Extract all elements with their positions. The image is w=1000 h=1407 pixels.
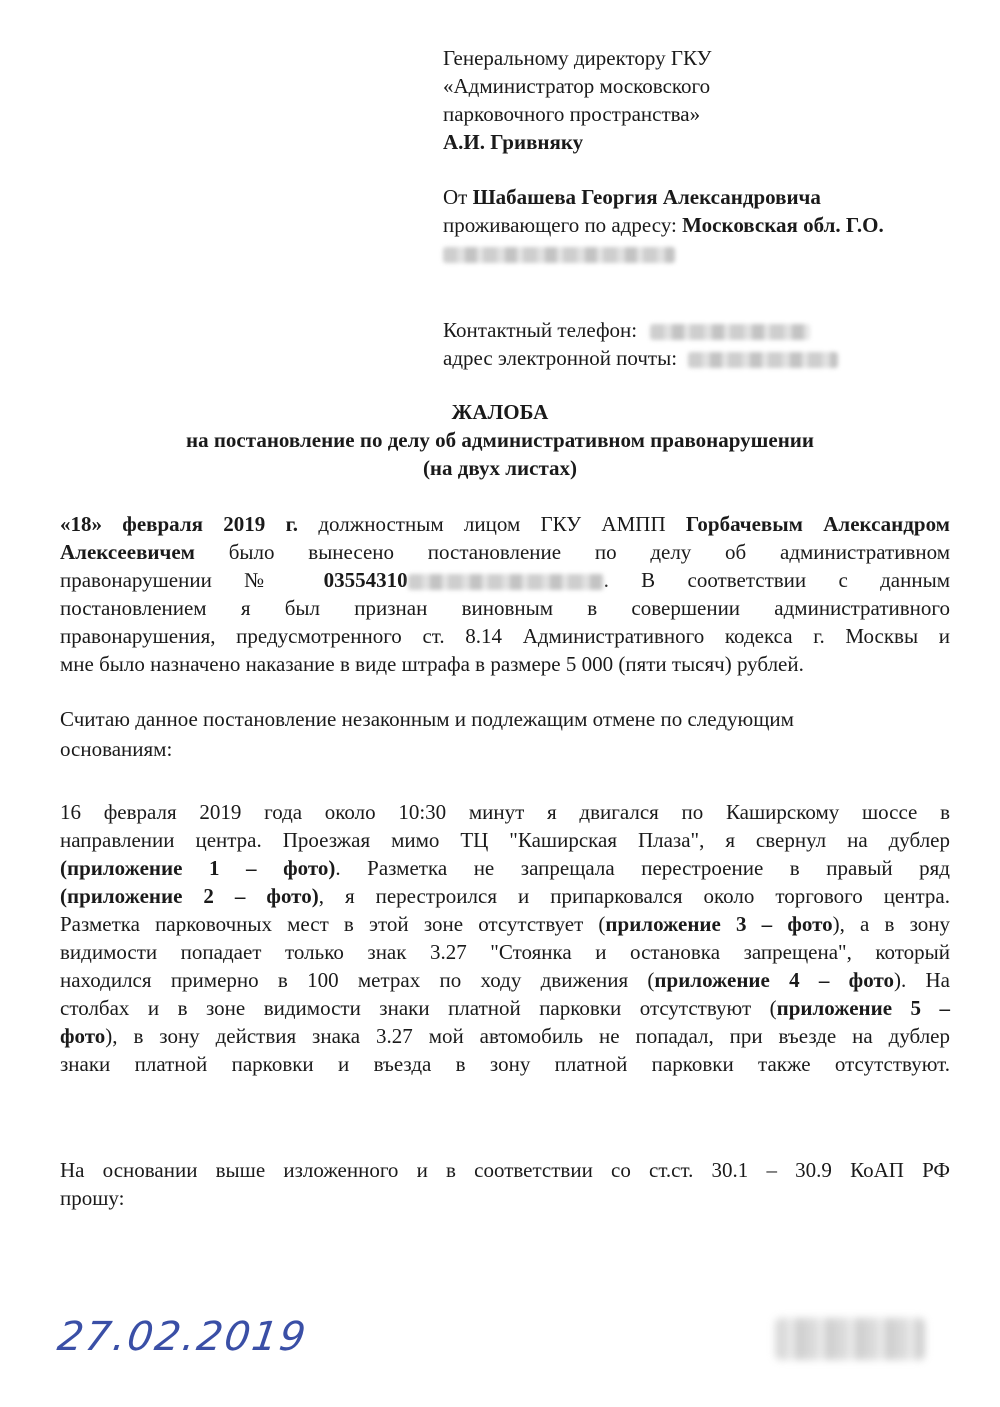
p3-line-5b: ), а в зону: [832, 912, 950, 936]
addressee-block: [443, 44, 884, 372]
p2-line-2: основаниям:: [60, 737, 173, 761]
handwritten-date: 27.02.2019: [54, 1314, 311, 1360]
p3-line-9: ), в зону действия знака 3.27 мой автомобиль не попадал, при въезде на дублер: [105, 1024, 950, 1048]
p1-text-2: было вынесено постановление по делу об административном: [228, 540, 950, 564]
paragraph-3: [60, 798, 950, 1078]
sender-name: Шабашева Георгия Александровича: [472, 185, 821, 209]
case-number: 03554310: [323, 568, 408, 592]
email-line: [443, 344, 884, 372]
addressee-line-3: парковочного пространства»: [443, 102, 701, 126]
paragraph-4: [60, 1156, 950, 1212]
p1-text-7: мне было назначено наказание в виде штрафа в размере 5 000 (пяти тысяч) рублей.: [60, 652, 804, 676]
sender-address-line: [443, 211, 884, 239]
attachment-5b: фото: [60, 1024, 106, 1048]
attachment-1: (приложение 1 – фото): [60, 856, 336, 880]
decision-date: «18» февраля 2019 г.: [60, 512, 299, 536]
redacted-address: [443, 247, 675, 263]
title-line-1: ЖАЛОБА: [451, 400, 549, 424]
sender-line: [443, 183, 884, 211]
p3-line-1: 16 февраля 2019 года около 10:30 минут я двигался по Каширскому шоссе в: [60, 800, 950, 824]
p3-line-8a: столбах и в зоне видимости знаки платной парковки отсутствуют (: [60, 996, 777, 1020]
attachment-3: приложение 3 – фото: [605, 912, 833, 936]
redacted-email: [688, 352, 838, 368]
redacted-signature: [775, 1318, 925, 1360]
p3-line-7a: находился примерно в 100 метрах по ходу движения (: [60, 968, 655, 992]
p4-line-2: прошу:: [60, 1186, 125, 1210]
p1-text-5: постановлением я был признан виновным в совершении административного: [60, 596, 950, 620]
document-title: [0, 398, 1000, 482]
addressee-name-text: А.И. Гривняку: [443, 130, 584, 154]
title-line-2: на постановление по делу об административном правонарушении: [185, 428, 815, 452]
sender-address-value: Московская обл. Г.О.: [682, 213, 884, 237]
p3-line-2: направлении центра. Проезжая мимо ТЦ "Каширская Плаза", я свернул на дублер: [60, 828, 950, 852]
addressee-name: [443, 128, 884, 156]
p3-line-4: , я перестроился и припарковался около торгового центра.: [318, 884, 950, 908]
p3-line-3: . Разметка не запрещала перестроение в правый ряд: [335, 856, 950, 880]
p3-line-7b: ). На: [893, 968, 950, 992]
p1-text-6: правонарушения, предусмотренного ст. 8.14 Административного кодекса г. Москвы и: [60, 624, 950, 648]
p1-text-1: должностным лицом ГКУ АМПП: [318, 512, 666, 536]
attachment-4: приложение 4 – фото: [654, 968, 894, 992]
p3-line-6: видимости попадает только знак 3.27 "Стоянка и остановка запрещена", который: [60, 940, 950, 964]
attachment-5: приложение 5 –: [776, 996, 950, 1020]
sender-address-label: проживающего по адресу:: [443, 213, 677, 237]
p3-line-5a: Разметка парковочных мест в этой зоне отсутствует (: [60, 912, 606, 936]
attachment-2: (приложение 2 – фото): [60, 884, 319, 908]
p1-text-3: правонарушении №: [60, 568, 292, 592]
addressee-line-2: «Администратор московского: [443, 74, 711, 98]
email-label: адрес электронной почты:: [443, 346, 678, 370]
paragraph-2: [60, 704, 950, 764]
redacted-phone: [650, 324, 810, 340]
official-name: Горбачевым Александром: [685, 512, 950, 536]
phone-label: Контактный телефон:: [443, 318, 638, 342]
p2-line-1: Считаю данное постановление незаконным и подлежащим отмене по следующим: [60, 707, 794, 731]
sender-address-redacted: [443, 239, 884, 267]
title-line-3: (на двух листах): [422, 456, 578, 480]
addressee-line-1: Генеральному директору ГКУ: [443, 46, 712, 70]
p3-line-10: знаки платной парковки и въезда в зону платной парковки также отсутствуют.: [60, 1052, 950, 1076]
p1-text-4: . В соответствии с данным: [603, 568, 951, 592]
phone-line: [443, 316, 884, 344]
paragraph-1: [60, 510, 950, 678]
official-name-2: Алексеевичем: [60, 540, 195, 564]
redacted-case-number: [408, 574, 604, 590]
sender-prefix: От: [443, 185, 468, 209]
p4-line-1: На основании выше изложенного и в соответствии со ст.ст. 30.1 – 30.9 КоАП РФ: [60, 1158, 950, 1182]
